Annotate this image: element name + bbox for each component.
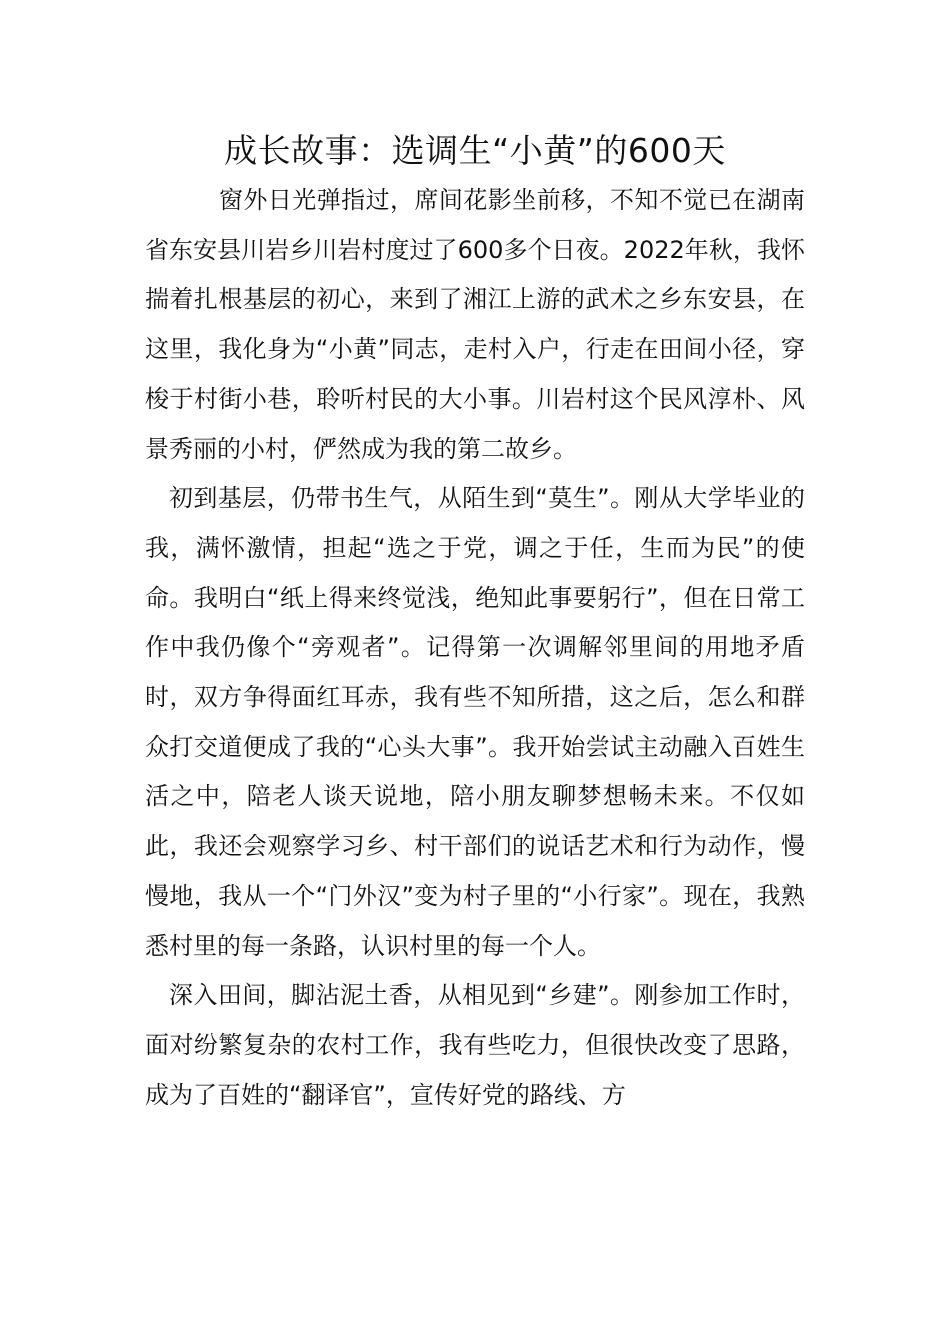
paragraph-first-arrival: 初到基层，仍带书生气，从陌生到“莫生”。刚从大学毕业的我，满怀激情，担起“选之于党，调之于任，生而为民”的使命。我明白“纸上得来终觉浅，绝知此事要躬行”，但在日常工作中我仍像个“旁观者”。记得第一次调解邻里间的用地矛盾时，双方争得面红耳赤，我有些不知所措，这之后，怎么和群众打交道便成了我的“心头大事”。我开始尝试主动融入百姓生活之中，陪老人谈天说地，陪小朋友聊梦想畅未来。不仅如此，我还会观察学习乡、村干部们的说话艺术和行为动作，慢慢地，我从一个“门外汉”变为村子里的“小行家”。现在，我熟悉村里的每一条路，认识村里的每一个人。	[145, 484, 805, 960]
paragraph-intro: 窗外日光弹指过，席间花影坐前移，不知不觉已在湖南省东安县川岩乡川岩村度过了600多个日夜。2022年秋，我怀揣着扎根基层的初心，来到了湘江上游的武术之乡东安县，在这里，我化身为“小黄”同志，走村入户，行走在田间小径，穿梭于村街小巷，聆听村民的大小事。川岩村这个民风淳朴、风景秀丽的小村，俨然成为我的第二故乡。	[145, 186, 805, 463]
paragraph-fieldwork: 深入田间，脚沾泥土香，从相见到“乡建”。刚参加工作时，面对纷繁复杂的农村工作，我有些吃力，但很快改变了思路，成为了百姓的“翻译官”，宣传好党的路线、方	[145, 981, 805, 1109]
document-body	[145, 176, 805, 1120]
document-title: 成长故事：选调生“小黄”的600天	[224, 131, 726, 170]
